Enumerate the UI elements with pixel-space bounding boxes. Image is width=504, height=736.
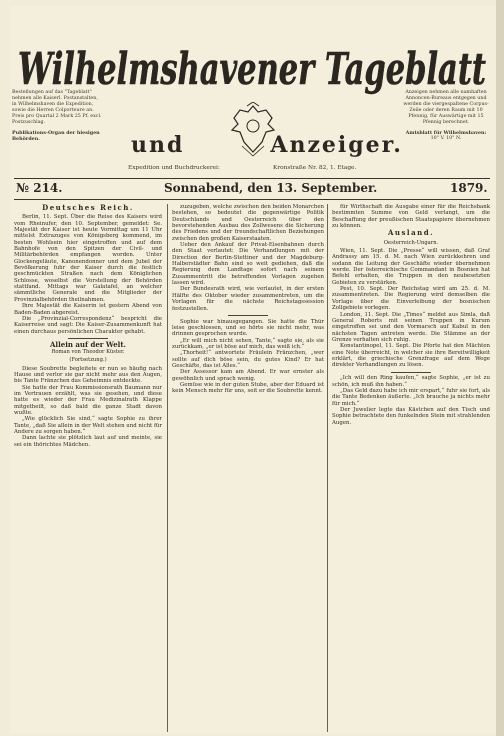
continuation-note: (Fortsetzung.) [69,357,107,364]
article-paragraph: Sie hatte der Frau Kommissionsrath Baumann nur im Vertrauen erzählt, was sie gesehen, und diese hatte es wieder der Frau Medizinalrath Klappe mitgetheilt, so daß bald die ganze Stadt davon wußte. [14,384,162,416]
official-gazette: Amtsblatt für Wilhelmshaven: [405,130,487,136]
column-3 [332,204,490,732]
subtitle-anzeiger: Anzeiger. [270,132,403,158]
subsection-heading: Oesterreich-Ungarn. [383,239,439,246]
feuilleton-title: Allein auf der Welt. [49,339,126,349]
official-gazette-sub: 10" V. 10" N. [430,136,462,141]
article-paragraph: zuzugeben, welche zwischen den beiden Monarchen bestehen, so bedeutet die gegenwärtige Politik Deutschlands und Oesterreich über den bevorstehenden Ausbau des Zollwesens die Sicherung des Friedens und der freundschaftlichen Beziehungen zwischen den großen Kaiserstaaten. [172,204,324,242]
subtitle [131,132,403,158]
advertising-text: Anzeigen nehmen alle namhaften Annoncen-Bureaus entgegen und werden die viergespaltene Corpus-Zeile oder deren Raum mit 10 Pfennig, für Auswärtige mit 15 Pfennig berechnet. [403,90,489,125]
article-paragraph: Der Assessor kam am Abend. Er war ernster als gewöhnlich und sprach wenig. [172,369,324,382]
article-paragraph: „Wie glücklich Sie sind,“ sagte Sophie zu ihrer Tante, „daß Sie allein in der Welt stehen und nicht für Andere zu sorgen haben.“ [14,416,162,436]
page-edge [496,0,504,736]
issue-year: 1879. [450,181,488,195]
column-2 [172,204,324,732]
subscription-text: Bestellungen auf das "Tageblatt" nehmen alle Kaiserl. Postanstalten, in Wilhelmshaven die Expedition, sowie die Herren Colporteure an. Preis pro Quartal 2 Mark 25 Pf. excl. Postzuschlag. [12,90,102,125]
publisher-address: Kronstraße Nr. 82, 1. Etage. [273,165,357,171]
article-paragraph: Berlin, 11. Sept. Über die Reise des Kaisers wird vom Rheinufer, den 10. September, gemeldet: Se. Majestät der Kaiser ist heute Vormittag um 11 Uhr mittelst Extrazuges von Königsberg kommend, im besten Wohlsein hier eingetroffen und auf dem Bahnhofe von den Spitzen der Civil- und Militärbehörden empfangen worden. Unter Glockengeläute, Kanonendonner und dem Jubel der Bevölkerung fuhr der Kaiser durch die festlich geschmückten Straßen nach dem Königlichen Schlosse, woselbst die Vorstellung der Behörden stattfand. Mittags war Galatafel, an welcher sämmtliche Generale und die Mitglieder der Provinzialbehörden theilnahmen. [14,214,162,303]
article-paragraph: „Thorheit!“ antwortete Fräulein Fränzchen, „wer sollte auf dich böse sein, du gutes Kind? Er hat Geschäfte, das ist Alles.“ [172,350,324,369]
article-paragraph: Diese Soubrette begleitete er nun so häufig nach Hause und verlor sie gar nicht mehr aus den Augen, bis Tante Fränzchen das Geheimnis entdeckte. [14,365,162,385]
section-heading-ausland: Ausland. [387,228,435,238]
article-paragraph: Pest, 10. Sept. Der Reichstag wird am 25. d. M. zusammentreten. Die Regierung wird demselben die Vorlage über die Einverleibung der bosnischen Zollgebiete vorlegen. [332,286,490,312]
section-heading-deutsches-reich: Deutsches Reich. [42,204,134,212]
article-paragraph: „Ich will den Ring kaufen,“ sagte Sophie, „er ist zu schön, ich muß ihn haben.“ [332,375,490,388]
issue-number: № 214. [16,181,63,195]
newspaper-page [10,6,496,734]
subscription-note [12,90,102,142]
article-paragraph: London, 11. Sept. Die „Times“ meldet aus Simla, daß General Roberts mit seinen Truppen in Kurum eingetroffen sei und den Vormarsch auf Kabul in den nächsten Tagen antreten werde. Die Stämme an der Grenze verhalten sich ruhig. [332,311,490,343]
article-paragraph: Wien, 11. Sept. Die „Presse“ will wissen, daß Graf Andrassy am 15. d. M. nach Wien zurückkehren und sodann die Leitung der Geschäfte wieder übernehmen werde. Der österreichische Commandant in Bosnien hat Befehl erhalten, die Truppen in den neubesetzten Gebieten zu verstärken. [332,248,490,286]
feuilleton-byline: Roman von Theodor Küster. [51,348,125,355]
advertising-note [401,90,491,142]
divider [228,315,268,316]
article-paragraph: Sophie war hinausgegangen. Sie hatte die Thür leise geschlossen, und so hörte sie nicht mehr, was drinnen gesprochen wurde. [172,318,324,338]
article-paragraph: Konstantinopel, 11. Sept. Die Pforte hat den Mächten eine Note überreicht, in welcher sie ihre Bereitwilligkeit erklärt, die griechische Grenzfrage auf dem Wege direkter Verhandlungen zu lösen. [332,343,490,369]
article-paragraph: „Er will mich nicht sehen, Tante,“ sagte sie, als sie zurückkam, „er ist böse auf mich, das weiß ich.“ [172,337,324,350]
article-paragraph: Der Juwelier legte das Kästchen auf den Tisch und Sophie betrachtete den funkelnden Stein mit strahlenden Augen. [332,407,490,426]
article-paragraph: Dann lachte sie plötzlich laut auf und meinte, sie sei ein thörichtes Mädchen. [14,435,162,448]
article-paragraph: Gemüse wie in der guten Stube, aber der Eduard ist kein Mensch mehr für uns, seit er die Soubrette kennt. [172,381,324,395]
article-paragraph: Ihre Majestät die Kaiserin ist gestern Abend von Baden-Baden abgereist. [14,303,162,316]
publisher-expedition: Expedition und Buchdruckerei: [128,165,220,171]
article-paragraph: Die „Provinzial-Correspondenz“ bespricht die Kaiserreise und sagt: Die Kaiser-Zusammenkunft hat einen durchaus persönlichen Charakter gehabt. [14,315,162,335]
issue-date: Sonnabend, den 13. September. [164,181,378,195]
column-1 [14,204,162,732]
masthead-title: Wilhelmshavener Tageblatt [18,44,486,95]
divider [68,338,108,339]
authority-organ: Publikations-Organ der hiesigen Behörden. [12,130,100,142]
masthead [10,6,496,195]
article-paragraph: für Wirthschaft die Ausgabe einer für die Reichsbank bestimmten Summe von Geld verlangt, um die Beschaffung der preußischen Staatspapiere übernehmen zu können. [332,204,490,230]
article-columns [14,204,490,732]
article-paragraph: „Das Geld dazu habe ich mir erspart,“ fuhr sie fort, als die Tante Bedenken äußerte. „Ich brauche ja nichts mehr für mich.“ [332,387,490,407]
article-paragraph: Der Bundesrath wird, wie verlautet, in der ersten Hälfte des Oktober wieder zusammentreten, um die Vorlagen für die nächste Reichstagssession festzustellen. [172,286,324,312]
article-paragraph: Ueber den Ankauf der Privat-Eisenbahnen durch den Staat verlautet: Die Verhandlungen mit der Direction der Berlin-Stettiner und der Magdeburg-Halberstädter Bahn sind so weit gediehen, daß die Regierung dem Landtage sofort nach seinem Zusammentritt die betreffenden Vorlagen zugehen lassen wird. [172,242,324,287]
divider [391,372,431,373]
issue-bar [14,178,490,200]
subtitle-und: und [131,132,185,158]
